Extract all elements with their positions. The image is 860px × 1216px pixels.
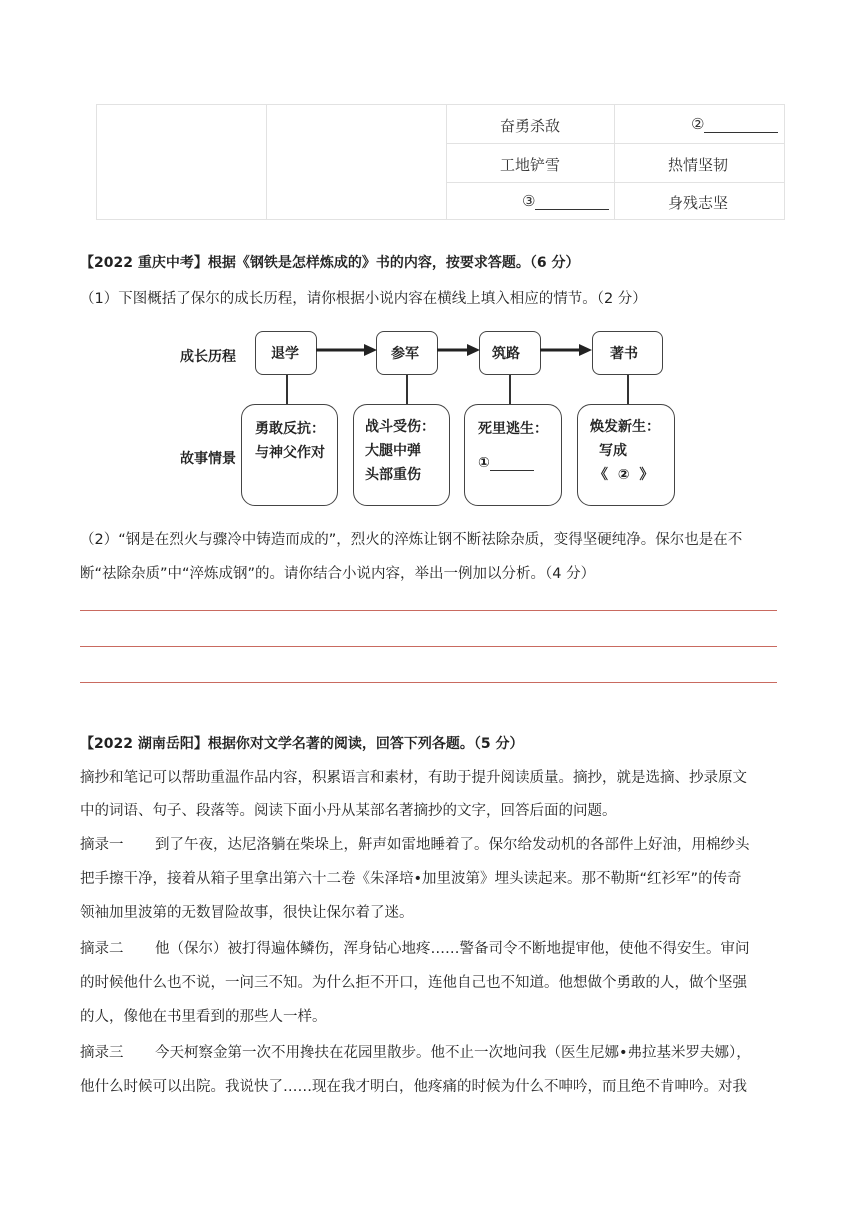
arrow-right-icon — [316, 340, 378, 360]
question-heading: 【2022 湖南岳阳】根据你对文学名著的阅读，回答下列各题。（5 分） — [80, 736, 524, 752]
table-divider — [446, 105, 447, 219]
connector-line — [406, 375, 408, 404]
scene-text: 写成 — [599, 443, 627, 459]
excerpt-text: 今天柯察金第一次不用搀扶在花园里散步。他不止一次地问我（医生尼娜•弗拉基米罗夫娜）， — [155, 1045, 751, 1061]
excerpt-text: 领袖加里波第的无数冒险故事，很快让保尔着了迷。 — [80, 905, 414, 921]
excerpt-label: 摘录一 — [80, 837, 124, 853]
table-divider — [614, 105, 615, 219]
paragraph: 中的词语、句子、段落等。阅读下面小丹从某部名著摘抄的文字，回答后面的问题。 — [80, 803, 617, 819]
arrow-right-icon — [437, 340, 481, 360]
table-cell: 奋勇杀敌 — [500, 117, 561, 135]
excerpt-text: 的人，像他在书里看到的那些人一样。 — [80, 1009, 327, 1025]
excerpt-text: 的时候他什么也不说，一问三不知。为什么拒不开口，连他自己也不知道。他想做个勇敢的人，做个坚强 — [80, 975, 747, 991]
scene-text: 勇敢反抗： — [255, 421, 325, 437]
answer-line[interactable] — [80, 646, 777, 647]
table-cell: 热情坚韧 — [668, 156, 729, 174]
sub-question: 断“祛除杂质”中“淬炼成钢”的。请你结合小说内容，举出一例加以分析。（4 分） — [80, 566, 596, 582]
excerpt-label: 摘录二 — [80, 941, 124, 957]
top-table — [96, 104, 785, 220]
excerpt-text: 把手擦干净，接着从箱子里拿出第六十二卷《朱泽培•加里波第》埋头读起来。那不勒斯“红衫军”的传奇 — [80, 871, 742, 887]
excerpt-text: 到了午夜，达尼洛躺在柴垛上，鼾声如雷地睡着了。保尔给发动机的各部件上好油，用棉纱头 — [155, 837, 750, 853]
connector-line — [509, 375, 511, 404]
stage-label: 著书 — [610, 346, 638, 362]
scene-text: 大腿中弹 — [365, 443, 421, 459]
stage-label: 退学 — [271, 346, 299, 362]
scene-blank: ① — [478, 455, 534, 471]
stage-label: 筑路 — [492, 346, 520, 362]
table-divider — [446, 182, 784, 183]
table-divider — [266, 105, 267, 219]
connector-line — [286, 375, 288, 404]
sub-question: （1）下图概括了保尔的成长历程，请你根据小说内容在横线上填入相应的情节。（2 分） — [80, 291, 647, 307]
scene-text: 焕发新生： — [590, 419, 660, 435]
stage-label: 参军 — [391, 346, 419, 362]
scene-text: 死里逃生： — [478, 421, 548, 437]
table-cell-blank: ③ — [522, 192, 609, 210]
table-cell-blank: ② — [691, 115, 778, 133]
arrow-right-icon — [540, 340, 593, 360]
excerpt-text: 他什么时候可以出院。我说快了……现在我才明白，他疼痛的时候为什么不呻吟，而且绝不肯呻吟。对我 — [80, 1079, 747, 1095]
question-heading: 【2022 重庆中考】根据《钢铁是怎样炼成的》书的内容，按要求答题。（6 分） — [80, 255, 580, 271]
table-cell: 工地铲雪 — [500, 156, 561, 174]
scene-text: 战斗受伤： — [365, 419, 435, 435]
sub-question: （2）“钢是在烈火与骤冷中铸造而成的”，烈火的淬炼让钢不断祛除杂质，变得坚硬纯净。保尔也是在不 — [80, 532, 743, 548]
excerpt-text: 他（保尔）被打得遍体鳞伤，浑身钻心地疼……警备司令不断地提审他，使他不得安生。审问 — [155, 941, 750, 957]
scene-text: 与神父作对 — [255, 445, 325, 461]
scene-text: 头部重伤 — [365, 467, 421, 483]
row-label: 故事情景 — [180, 451, 236, 467]
answer-line[interactable] — [80, 682, 777, 683]
table-divider — [446, 143, 784, 144]
scene-text: 《 ② 》 — [594, 467, 654, 483]
connector-line — [627, 375, 629, 404]
answer-line[interactable] — [80, 610, 777, 611]
table-cell: 身残志坚 — [668, 194, 729, 212]
row-label: 成长历程 — [180, 349, 236, 365]
excerpt-label: 摘录三 — [80, 1045, 124, 1061]
paragraph: 摘抄和笔记可以帮助重温作品内容，积累语言和素材，有助于提升阅读质量。摘抄，就是选摘、抄录原文 — [80, 770, 747, 786]
